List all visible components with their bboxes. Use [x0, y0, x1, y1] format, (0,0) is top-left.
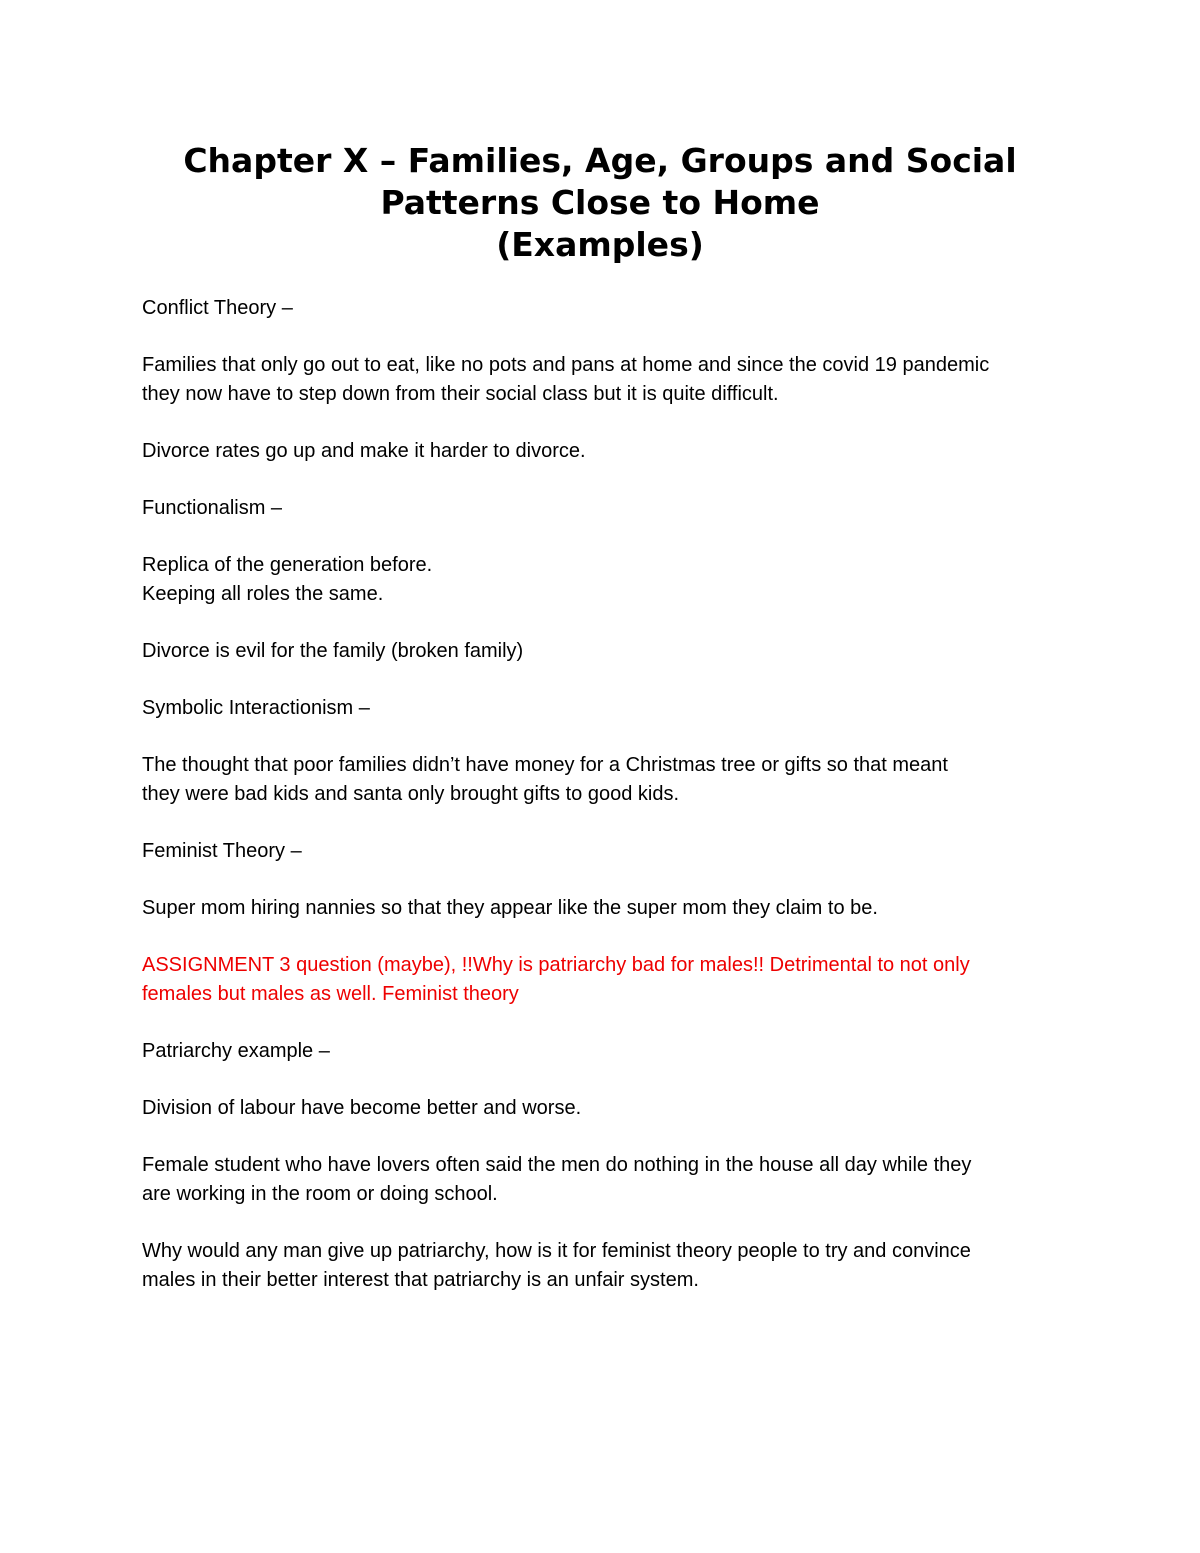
heading-conflict-theory: [142, 294, 1072, 323]
text-line: Divorce is evil for the family (broken family): [142, 640, 524, 662]
text-line: Replica of the generation before.: [142, 554, 433, 576]
document-body: [142, 294, 1072, 1323]
document-title: [100, 140, 1100, 266]
text-line: are working in the room or doing school.: [142, 1183, 498, 1205]
text-line: Division of labour have become better and worse.: [142, 1097, 582, 1119]
paragraph-why-give-up-patriarchy: [142, 1237, 1072, 1295]
text-line: Feminist Theory –: [142, 840, 302, 862]
paragraph-conflict-example: [142, 351, 1072, 409]
assignment-note: [142, 951, 1072, 1009]
paragraph-super-mom: [142, 894, 1072, 923]
text-line: Families that only go out to eat, like no pots and pans at home and since the covid 19 pandemic: [142, 354, 990, 376]
text-line: Super mom hiring nannies so that they appear like the super mom they claim to be.: [142, 897, 878, 919]
text-line: ASSIGNMENT 3 question (maybe), !!Why is patriarchy bad for males!! Detrimental to not only: [142, 954, 970, 976]
heading-patriarchy-example: [142, 1037, 1072, 1066]
paragraph-division-of-labour: [142, 1094, 1072, 1123]
title-line-2: Patterns Close to Home: [380, 183, 820, 222]
text-line: females but males as well. Feminist theory: [142, 983, 519, 1005]
text-line: Symbolic Interactionism –: [142, 697, 370, 719]
text-line: Keeping all roles the same.: [142, 583, 384, 605]
title-line-3: (Examples): [496, 225, 704, 264]
paragraph-female-student: [142, 1151, 1072, 1209]
text-line: Female student who have lovers often said the men do nothing in the house all day while they: [142, 1154, 972, 1176]
text-line: Patriarchy example –: [142, 1040, 330, 1062]
paragraph-christmas-example: [142, 751, 1072, 809]
text-line: Divorce rates go up and make it harder to divorce.: [142, 440, 586, 462]
heading-functionalism: [142, 494, 1072, 523]
text-line: Functionalism –: [142, 497, 283, 519]
paragraph-replica: [142, 551, 1072, 609]
text-line: Conflict Theory –: [142, 297, 293, 319]
title-line-1: Chapter X – Families, Age, Groups and Social: [183, 141, 1017, 180]
paragraph-divorce-rates: [142, 437, 1072, 466]
text-line: Why would any man give up patriarchy, how is it for feminist theory people to try and convince: [142, 1240, 971, 1262]
text-line: they were bad kids and santa only brought gifts to good kids.: [142, 783, 680, 805]
heading-feminist-theory: [142, 837, 1072, 866]
paragraph-divorce-evil: [142, 637, 1072, 666]
text-line: The thought that poor families didn’t have money for a Christmas tree or gifts so that meant: [142, 754, 948, 776]
heading-symbolic-interactionism: [142, 694, 1072, 723]
text-line: males in their better interest that patriarchy is an unfair system.: [142, 1269, 699, 1291]
text-line: they now have to step down from their social class but it is quite difficult.: [142, 383, 779, 405]
